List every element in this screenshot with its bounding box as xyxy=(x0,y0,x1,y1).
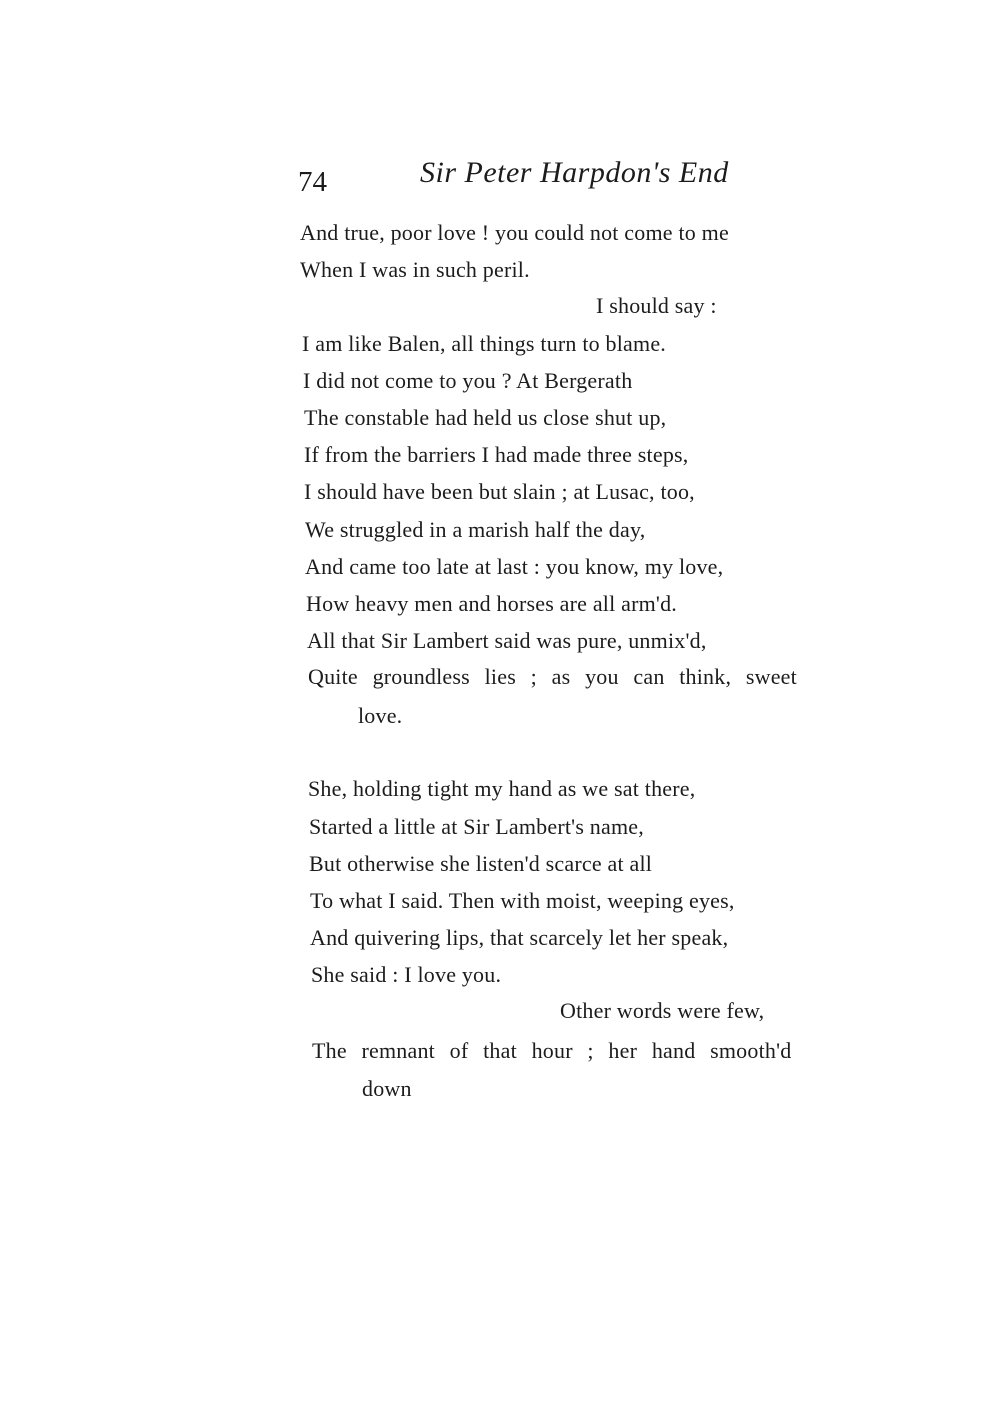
poem-line: And true, poor love ! you could not come to me xyxy=(300,220,729,245)
poem-line: She, holding tight my hand as we sat there, xyxy=(308,776,696,801)
poem-line: The constable had held us close shut up, xyxy=(304,405,667,430)
poem-line: Other words were few, xyxy=(560,998,765,1023)
poem-line: And came too late at last : you know, my love, xyxy=(305,554,724,579)
poem-line: To what I said. Then with moist, weeping eyes, xyxy=(310,888,735,913)
poem-line: Quite groundless lies ; as you can think, sweet xyxy=(308,664,797,689)
poem-line: When I was in such peril. xyxy=(300,257,530,282)
poem-line: And quivering lips, that scarcely let her speak, xyxy=(310,925,729,950)
poem-line: love. xyxy=(358,703,403,728)
poem-line: I should have been but slain ; at Lusac, too, xyxy=(304,479,695,504)
poem-line: I am like Balen, all things turn to blame. xyxy=(302,331,666,356)
page-number: 74 xyxy=(298,166,327,198)
poem-line: If from the barriers I had made three steps, xyxy=(304,442,689,467)
poem-line: She said : I love you. xyxy=(311,962,502,987)
poem-line: We struggled in a marish half the day, xyxy=(305,517,646,542)
poem-line: All that Sir Lambert said was pure, unmix'd, xyxy=(307,628,707,653)
poem-line: down xyxy=(362,1076,412,1101)
poem-line: I did not come to you ? At Bergerath xyxy=(303,368,633,393)
poem-line: But otherwise she listen'd scarce at all xyxy=(309,851,653,876)
running-title: Sir Peter Harpdon's End xyxy=(420,156,729,189)
poem-line: Started a little at Sir Lambert's name, xyxy=(309,814,644,839)
poem-line: The remnant of that hour ; her hand smooth'd xyxy=(312,1038,792,1063)
poem-line: How heavy men and horses are all arm'd. xyxy=(306,591,677,616)
poem-line: I should say : xyxy=(596,293,717,318)
